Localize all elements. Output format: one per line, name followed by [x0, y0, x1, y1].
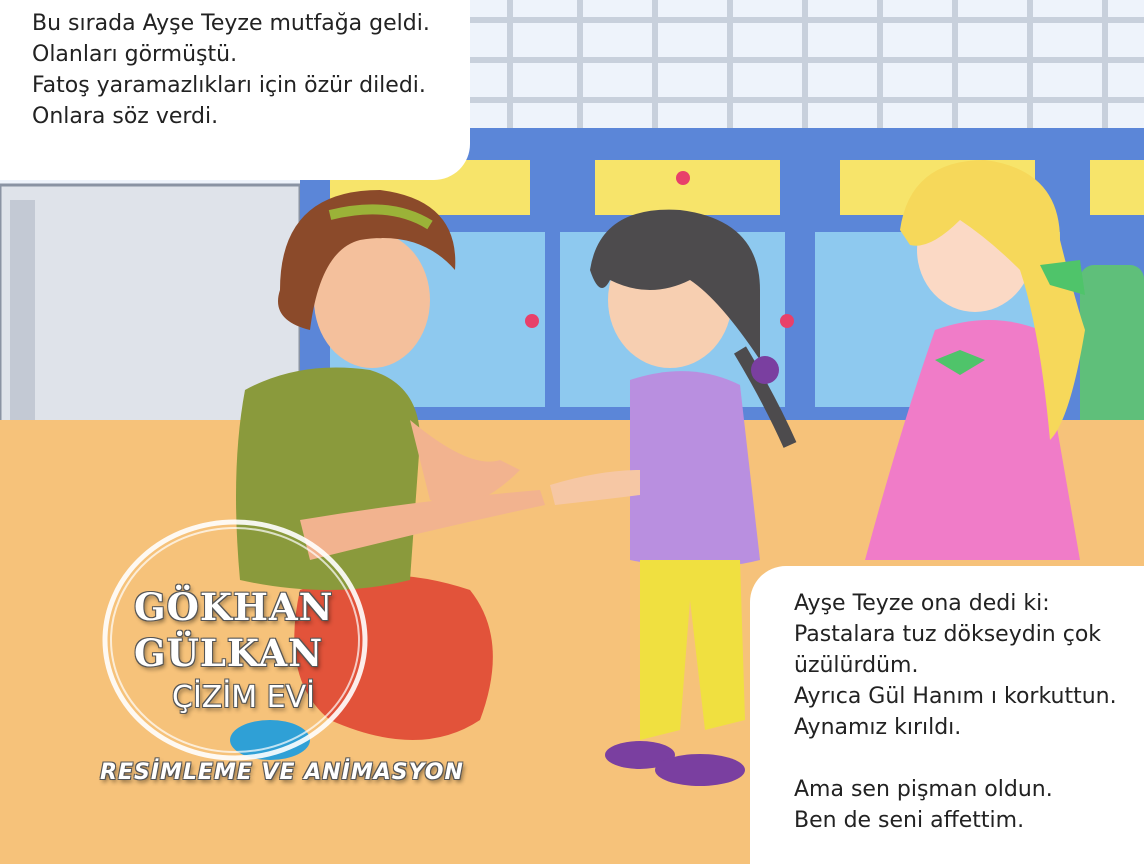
narration-line: Ayrıca Gül Hanım ı korkuttun.	[794, 684, 1117, 709]
top-narration-box	[0, 0, 470, 180]
narration-line: Onlara söz verdi.	[32, 104, 219, 129]
narration-line: Aynamız kırıldı.	[794, 715, 962, 740]
narration-line: Ama sen pişman oldun.	[794, 777, 1053, 802]
watermark-name-line1: GÖKHAN	[134, 585, 334, 629]
narration-line: üzülürdüm.	[794, 653, 919, 678]
narration-line: Pastalara tuz dökseydin çok	[794, 622, 1102, 647]
narration-spacer	[794, 743, 1144, 774]
narration-line: Ayşe Teyze ona dedi ki:	[794, 591, 1050, 616]
bottom-narration-box	[750, 566, 1144, 864]
narration-line: Fatoş yaramazlıkları için özür diledi.	[32, 73, 426, 98]
narration-line: Bu sırada Ayşe Teyze mutfağa geldi.	[32, 11, 430, 36]
watermark-studio-line: ÇİZİM EVİ	[172, 680, 315, 715]
watermark-name-line2: GÜLKAN	[134, 631, 324, 675]
narration-line: Ben de seni affettim.	[794, 808, 1025, 833]
watermark-tagline: RESİMLEME VE ANİMASYON	[100, 760, 464, 785]
narration-line: Olanları görmüştü.	[32, 42, 238, 67]
